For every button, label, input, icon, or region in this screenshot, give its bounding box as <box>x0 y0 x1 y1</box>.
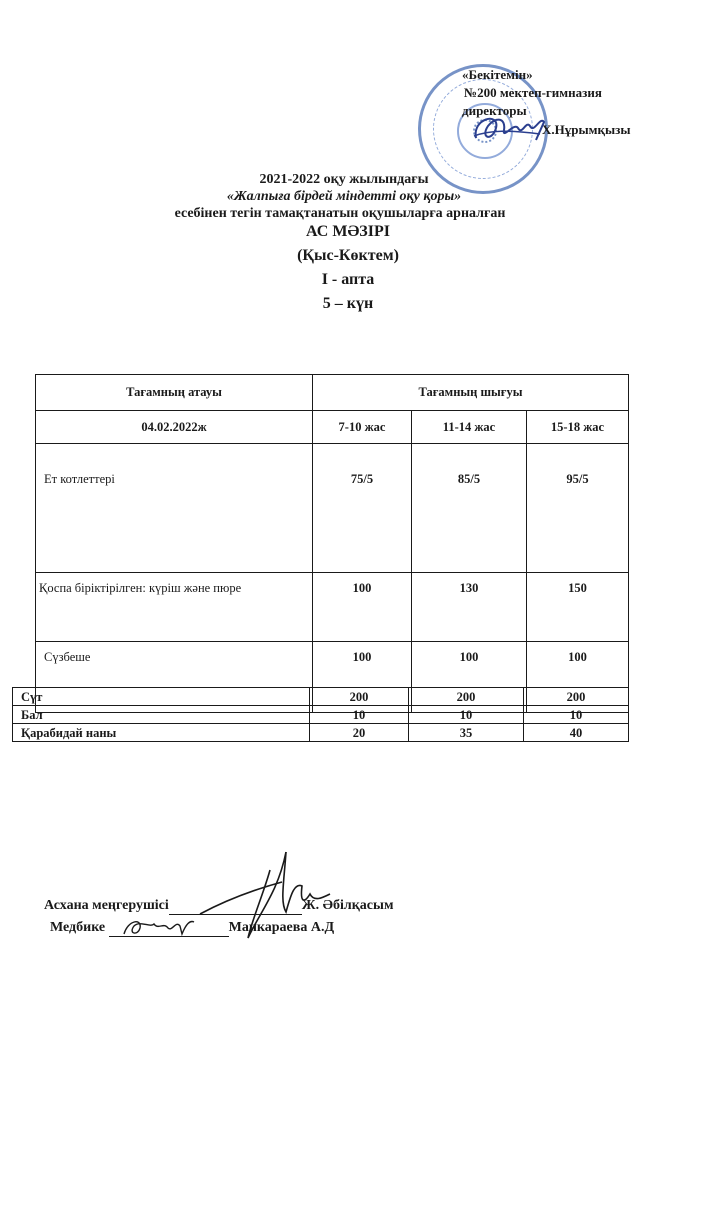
portion-value: 10 <box>409 706 524 724</box>
portion-value: 200 <box>310 688 409 706</box>
day: 5 – күн <box>322 295 374 312</box>
approval-line-2: №200 мектеп-гимназия <box>464 85 602 100</box>
col-name-header: Тағамның атауы <box>36 375 313 411</box>
menu-date: 04.02.2022ж <box>36 411 313 444</box>
dish-name: Қоспа біріктірілген: күріш және пюре <box>36 573 313 642</box>
director-signature <box>470 108 550 148</box>
age-group-header: 11-14 жас <box>412 411 527 444</box>
portion-value: 100 <box>527 642 629 713</box>
portion-value: 10 <box>524 706 629 724</box>
table-row <box>13 724 629 742</box>
page-title: АС МӘЗІРІ <box>306 223 390 240</box>
cook-name: Ж. Әбілқасым <box>301 898 394 913</box>
dish-name: Ет котлеттері <box>36 444 313 573</box>
table-row <box>13 706 629 724</box>
portion-value: 200 <box>409 688 524 706</box>
table-row <box>13 688 629 706</box>
cook-signature <box>190 842 340 952</box>
portion-value: 100 <box>313 642 412 713</box>
portion-value: 10 <box>310 706 409 724</box>
nurse-label: Медбике <box>50 920 106 935</box>
approval-line-1: «Бекітемін» <box>462 67 533 82</box>
col-output-header: Тағамның шығуы <box>313 375 629 411</box>
portion-value: 35 <box>409 724 524 742</box>
portion-value: 75/5 <box>313 444 412 573</box>
portion-value: 100 <box>313 573 412 642</box>
dish-name: Бал <box>13 706 310 724</box>
dish-name: Сүт <box>13 688 310 706</box>
portion-value: 150 <box>527 573 629 642</box>
table-subheader-row <box>36 411 629 444</box>
age-group-header: 15-18 жас <box>527 411 629 444</box>
week: I - апта <box>321 271 375 288</box>
table-header-row <box>36 375 629 411</box>
season: (Қыс-Көктем) <box>297 247 399 264</box>
header-line-1: 2021-2022 оқу жылындағы <box>259 172 429 187</box>
portion-value: 85/5 <box>412 444 527 573</box>
table-row <box>36 444 629 573</box>
portion-value: 95/5 <box>527 444 629 573</box>
header-line-2: «Жалпыға бірдей міндетті оқу қоры» <box>226 189 462 204</box>
portion-value: 40 <box>524 724 629 742</box>
header-line-3: есебінен тегін тамақтанатын оқушыларға арналған <box>174 206 506 221</box>
dish-name: Қарабидай наны <box>13 724 310 742</box>
nurse-signature <box>120 912 200 942</box>
dish-name: Сүзбеше <box>36 642 313 713</box>
age-group-header: 7-10 жас <box>313 411 412 444</box>
portion-value: 130 <box>412 573 527 642</box>
approval-line-3: директоры <box>462 103 527 118</box>
menu-table-bottom <box>12 687 629 742</box>
menu-table <box>35 374 629 713</box>
portion-value: 100 <box>412 642 527 713</box>
nurse-name: Манкараева А.Д <box>228 920 335 935</box>
cook-label: Асхана меңгерушісі <box>44 898 169 913</box>
portion-value: 20 <box>310 724 409 742</box>
portion-value: 200 <box>524 688 629 706</box>
director-name: Х.Нұрымқызы <box>542 122 631 137</box>
table-row <box>36 573 629 642</box>
